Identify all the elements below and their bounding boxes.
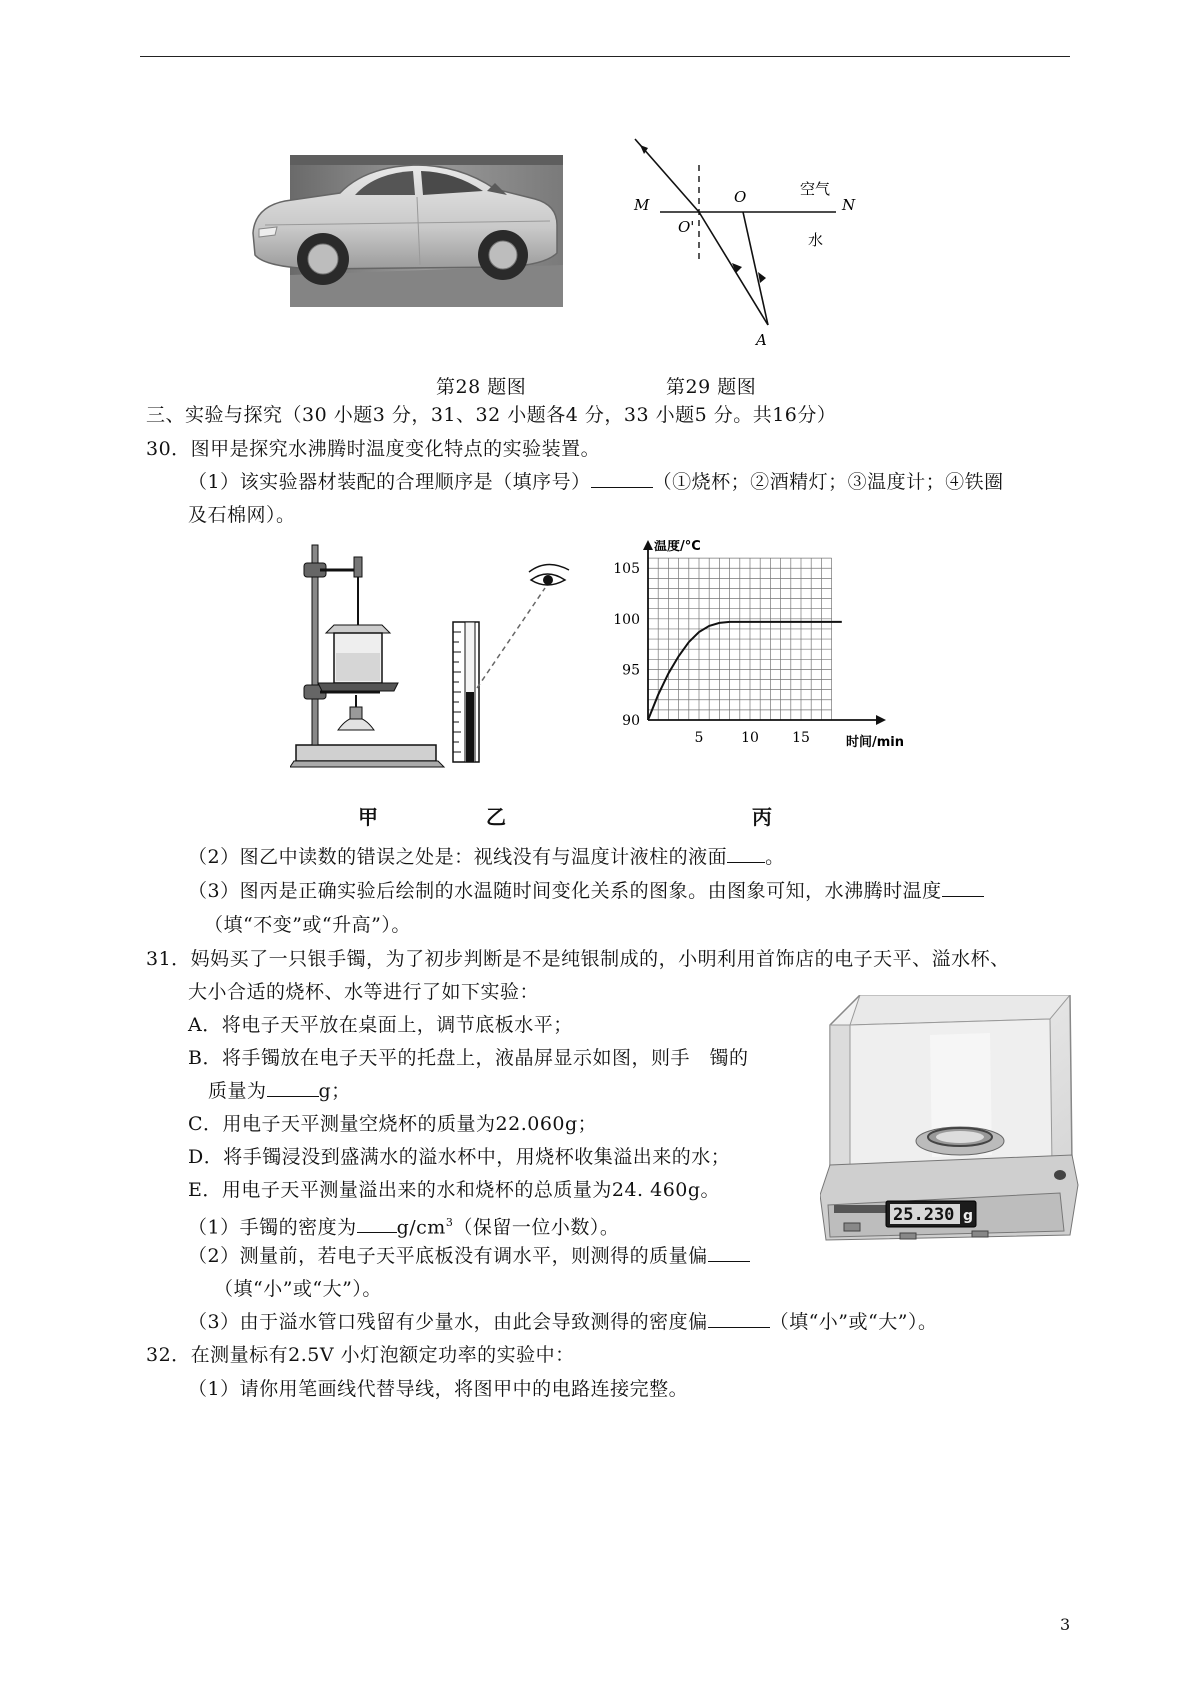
- series-line: [648, 622, 842, 720]
- car-photo: [245, 155, 563, 307]
- q31-part3: （3）由于溢水管口残留有少量水，由此会导致测得的密度偏 （填“小”或“大”）。: [188, 1311, 938, 1333]
- label-yi: 乙: [486, 805, 507, 829]
- header-rule: [140, 56, 1070, 57]
- q30-part1: （1）该实验器材装配的合理顺序是（填序号） （①烧杯；②酒精灯；③温度计；④铁圈: [188, 471, 1004, 493]
- boiling-apparatus: [290, 535, 450, 785]
- q31-stem: 31．妈妈买了一只银手镯，为了初步判断是不是纯银制成的，小明利用首饰店的电子天平、溢水杯、: [146, 948, 1010, 970]
- label-N: N: [842, 196, 856, 214]
- x-tick-label: 15: [792, 730, 810, 746]
- balance-reading: 25.230: [893, 1205, 955, 1225]
- page-number: 3: [1060, 1615, 1071, 1634]
- balance-unit: g: [963, 1208, 974, 1224]
- q30-part3: （3）图丙是正确实验后绘制的水温随时间变化关系的图象。由图象可知，水沸腾时温度: [188, 878, 984, 904]
- q31-step-b: B．将手镯放在电子天平的托盘上，液晶屏显示如图，则手 镯的: [188, 1047, 749, 1069]
- q30-part2: （2）图乙中读数的错误之处是：视线没有与温度计液柱的液面 。: [188, 846, 785, 868]
- fig28-caption: 第28 题图: [436, 376, 527, 398]
- y-axis-arrow: [643, 540, 653, 550]
- incident-ray-A-O-prime: [699, 212, 768, 325]
- y-tick-label: 95: [622, 662, 640, 679]
- q31-part1: （1）手镯的密度为 $g/cm^3$（保留一位小数）。: [188, 1216, 620, 1239]
- q31-step-c: C．用电子天平测量空烧杯的质量为22.060g；: [188, 1113, 598, 1135]
- q31-step-e: E．用电子天平测量溢出来的水和烧杯的总质量为24. 460g。: [188, 1179, 721, 1201]
- label-jia: 甲: [358, 805, 379, 829]
- q31-stem-cont: 大小合适的烧杯、水等进行了如下实验：: [188, 981, 540, 1003]
- label-O-prime: O': [678, 218, 695, 236]
- ray-A-O: [743, 212, 768, 325]
- x-axis-label: 时间/min: [846, 735, 905, 750]
- x-tick-label: 10: [741, 730, 759, 746]
- answer-blank[interactable]: [357, 1214, 397, 1233]
- label-bing: 丙: [752, 805, 773, 829]
- refraction-diagram: [620, 135, 890, 350]
- y-axis-label: 温度/°C: [654, 540, 701, 554]
- label-air: 空气: [800, 180, 831, 198]
- q30-part3-cont: （填“不变”或“升高”）。: [204, 914, 411, 936]
- q31-step-b-cont: 质量为 g；: [208, 1080, 351, 1102]
- answer-blank[interactable]: [708, 1309, 770, 1328]
- q31-step-a: A．将电子天平放在桌面上，调节底板水平；: [188, 1014, 573, 1036]
- y-tick-label: 90: [622, 713, 640, 729]
- electronic-balance: [820, 995, 1080, 1245]
- answer-blank[interactable]: [942, 878, 984, 897]
- y-tick-label: 100: [613, 611, 640, 628]
- answer-blank[interactable]: [708, 1243, 750, 1262]
- section3-heading: 三、实验与探究（30 小题3 分，31、32 小题各4 分，33 小题5 分。共16分）: [146, 404, 837, 426]
- q32-part1: （1）请你用笔画线代替导线，将图甲中的电路连接完整。: [188, 1378, 689, 1400]
- x-axis-arrow: [876, 715, 886, 725]
- q31-step-d: D．将手镯浸没到盛满水的溢水杯中，用烧杯收集溢出来的水；: [188, 1146, 731, 1168]
- q32-stem: 32．在测量标有2.5V 小灯泡额定功率的实验中：: [146, 1344, 575, 1366]
- answer-blank[interactable]: [267, 1078, 319, 1097]
- q30-stem: 30．图甲是探究水沸腾时温度变化特点的实验装置。: [146, 438, 601, 460]
- q31-part2-cont: （填“小”或“大”）。: [214, 1278, 382, 1300]
- label-A: A: [756, 331, 767, 349]
- answer-blank[interactable]: [727, 844, 765, 863]
- q31-part2: （2）测量前，若电子天平底板没有调水平，则测得的质量偏: [188, 1243, 750, 1269]
- y-tick-label: 105: [613, 561, 640, 578]
- label-O: O: [734, 188, 747, 206]
- answer-blank[interactable]: [591, 469, 653, 488]
- label-M: M: [634, 196, 650, 214]
- q30-part1-cont: 及石棉网）。: [188, 504, 296, 526]
- fig29-caption: 第29 题图: [666, 376, 757, 398]
- x-tick-label: 5: [694, 730, 704, 746]
- temperature-time-chart: [590, 540, 910, 780]
- label-water: 水: [808, 231, 824, 249]
- thermometer-reading: [445, 560, 580, 770]
